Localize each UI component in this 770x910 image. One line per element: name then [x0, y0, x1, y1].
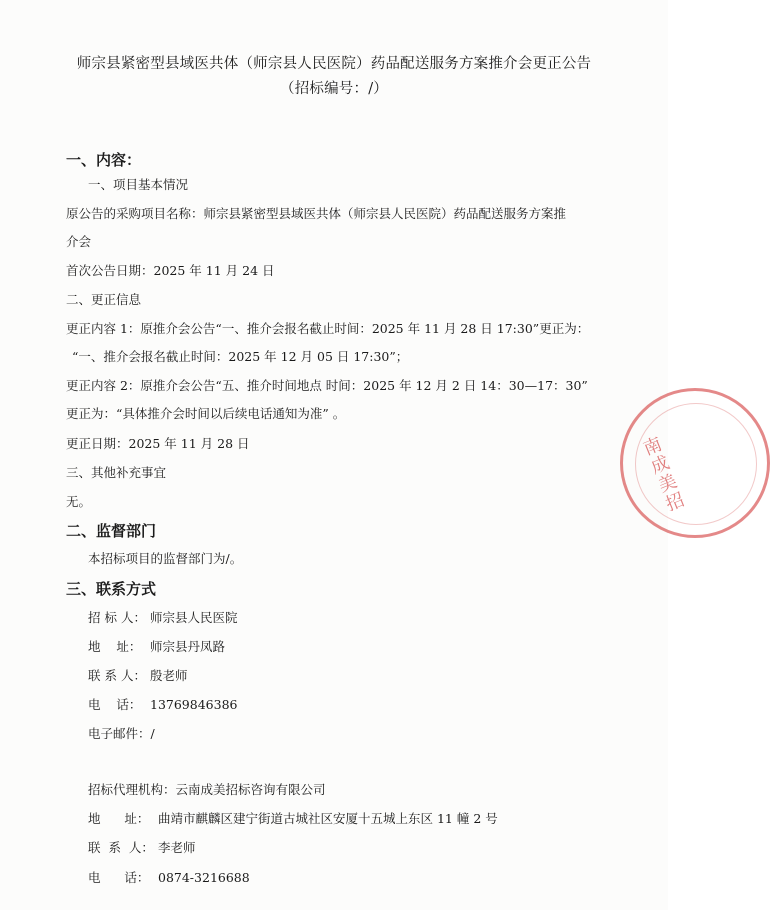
agency-name-row [88, 782, 326, 798]
tenderer-name-label: 招 标 人： [88, 610, 146, 625]
tenderer-address-row [88, 639, 225, 655]
official-seal [620, 388, 770, 538]
tenderer-email-row [88, 726, 155, 742]
tenderer-email-label: 电子邮件： [88, 726, 151, 741]
supervision-text: 本招标项目的监督部门为/。 [88, 551, 243, 566]
tenderer-contact-label: 联 系 人： [88, 668, 146, 683]
tenderer-address-label: 地 址： [88, 639, 142, 654]
first-notice-date: 首次公告日期：2025 年 11 月 24 日 [66, 263, 275, 278]
project-name-line1: 原公告的采购项目名称：师宗县紧密型县域医共体（师宗县人民医院）药品配送服务方案推 [66, 206, 567, 221]
correction1-line1: 更正内容 1：原推介会公告“一、推介会报名截止时间：2025 年 11 月 28 日 17:30”更正为： [66, 321, 590, 336]
section-heading-contact: 三、联系方式 [66, 580, 157, 598]
tenderer-name: 师宗县人民医院 [150, 610, 238, 625]
tenderer-name-row [88, 610, 238, 626]
agency-name-label: 招标代理机构： [88, 782, 176, 797]
notice-title: 师宗县紧密型县域医共体（师宗县人民医院）药品配送服务方案推介会更正公告 [76, 56, 592, 72]
subheading-project-info: 一、项目基本情况 [88, 177, 189, 192]
project-name-line2: 介会 [66, 234, 92, 249]
agency-address-row [88, 811, 498, 827]
subheading-other-matters: 三、其他补充事宜 [66, 465, 167, 480]
agency-contact-row [88, 840, 196, 856]
agency-address: 曲靖市麒麟区建宁街道古城社区安厦十五城上东区 11 幢 2 号 [158, 811, 498, 826]
tender-number: （招标编号：/） [280, 81, 388, 97]
correction2-line2: 更正为：“具体推介会时间以后续电话通知为准” 。 [66, 406, 346, 421]
agency-phone-label: 电 话： [88, 870, 150, 885]
section-heading-content: 一、内容： [66, 151, 142, 169]
agency-name: 云南成美招标咨询有限公司 [175, 782, 326, 797]
tenderer-phone-label: 电 话： [88, 697, 142, 712]
correction1-line2: “一、推介会报名截止时间：2025 年 12 月 05 日 17:30”； [72, 349, 409, 364]
subheading-correction-info: 二、更正信息 [66, 292, 142, 307]
other-matters-text: 无。 [66, 494, 92, 509]
agency-contact: 李老师 [158, 840, 196, 855]
tenderer-phone: 13769846386 [150, 697, 238, 712]
agency-phone-row [88, 870, 250, 886]
correction-date: 更正日期：2025 年 11 月 28 日 [66, 436, 250, 451]
agency-address-label: 地 址： [88, 811, 150, 826]
tenderer-contact: 殷老师 [150, 668, 188, 683]
agency-contact-label: 联 系 人： [88, 840, 154, 855]
correction2-line1: 更正内容 2：原推介会公告“五、推介时间地点 时间：2025 年 12 月 2 日 14：30—17：30” [66, 378, 588, 393]
seal-text: 南成美招 [637, 433, 688, 516]
tenderer-email: / [150, 726, 155, 741]
tenderer-phone-row [88, 697, 237, 713]
tenderer-address: 师宗县丹凤路 [150, 639, 226, 654]
tenderer-contact-row [88, 668, 188, 684]
section-heading-supervision: 二、监督部门 [66, 522, 157, 540]
agency-phone: 0874-3216688 [158, 870, 250, 885]
